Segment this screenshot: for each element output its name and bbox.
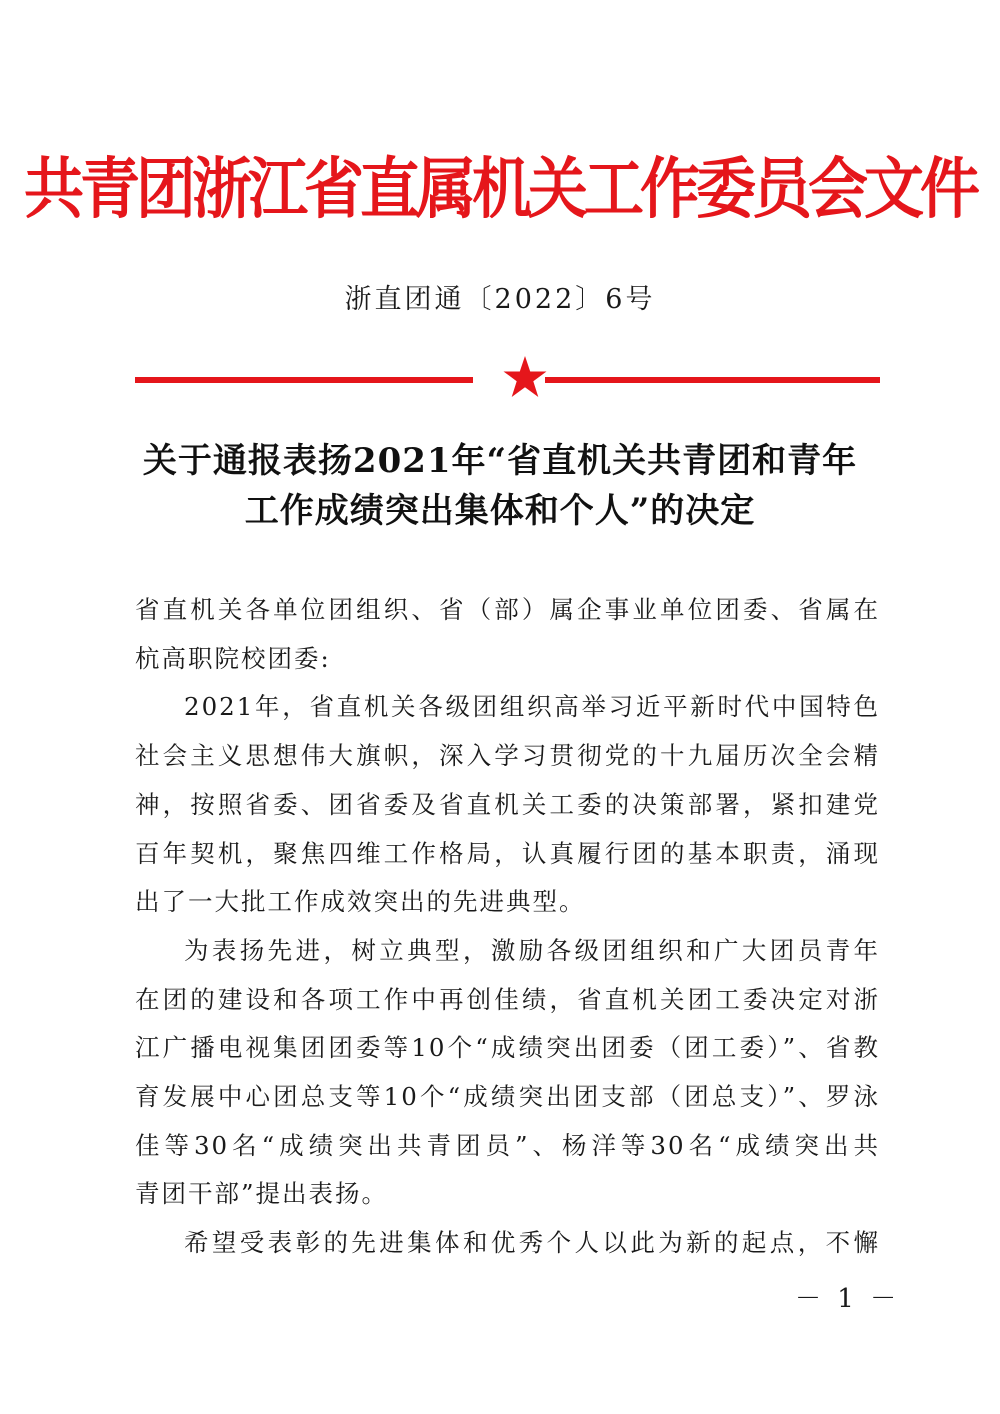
paragraph-1-line: 百年契机，聚焦四维工作格局，认真履行团的基本职责，涌现: [135, 838, 880, 868]
document-body: [135, 586, 880, 1268]
document-title-line-2: 工作成绩突出集体和个人”的决定: [244, 491, 756, 531]
addressee-line-1: 省直机关各单位团组织、省（部）属企事业单位团委、省属在: [135, 595, 880, 624]
paragraph-1-line: 社会主义思想伟大旗帜，深入学习贯彻党的十九届历次全会精: [135, 741, 880, 771]
document-title-line-1: 关于通报表扬2021年“省直机关共青团和青年: [142, 441, 858, 481]
paragraph-2-line: 育发展中心团总支等10个“成绩突出团支部（团总支）”、罗泳: [135, 1082, 880, 1112]
document-title: [120, 436, 880, 536]
paragraph-2-line: 为表扬先进，树立典型，激励各级团组织和广大团员青年: [184, 935, 880, 965]
paragraph-1-line: 神，按照省委、团省委及省直机关工委的决策部署，紧扣建党: [135, 789, 880, 819]
document-number: 浙直团通〔2022〕6号: [344, 284, 656, 315]
paragraph-2-line: 在团的建设和各项工作中再创佳绩，省直机关团工委决定对浙: [135, 984, 880, 1014]
paragraph-3-line: 希望受表彰的先进集体和优秀个人以此为新的起点，不懈: [184, 1228, 880, 1258]
paragraph-2-line: 佳等30名“成绩突出共青团员”、杨洋等30名“成绩突出共: [135, 1130, 880, 1160]
paragraph-2-line: 青团干部”提出表扬。: [135, 1179, 389, 1209]
red-divider-right: [545, 377, 880, 383]
paragraph-2-line: 江广播电视集团团委等10个“成绩突出团委（团工委）”、省教: [135, 1033, 880, 1063]
paragraph-1-line: 出了一大批工作成效突出的先进典型。: [135, 887, 586, 917]
paragraph-1-line: 2021年，省直机关各级团组织高举习近平新时代中国特色: [184, 692, 880, 722]
addressee-line-2: 杭高职院校团委:: [135, 643, 331, 673]
org-header-title: 共青团浙江省直属机关工作委员会文件: [24, 151, 976, 228]
page-number: － 1 －: [795, 1284, 901, 1314]
star-icon: [503, 356, 547, 398]
red-divider-left: [135, 377, 473, 383]
